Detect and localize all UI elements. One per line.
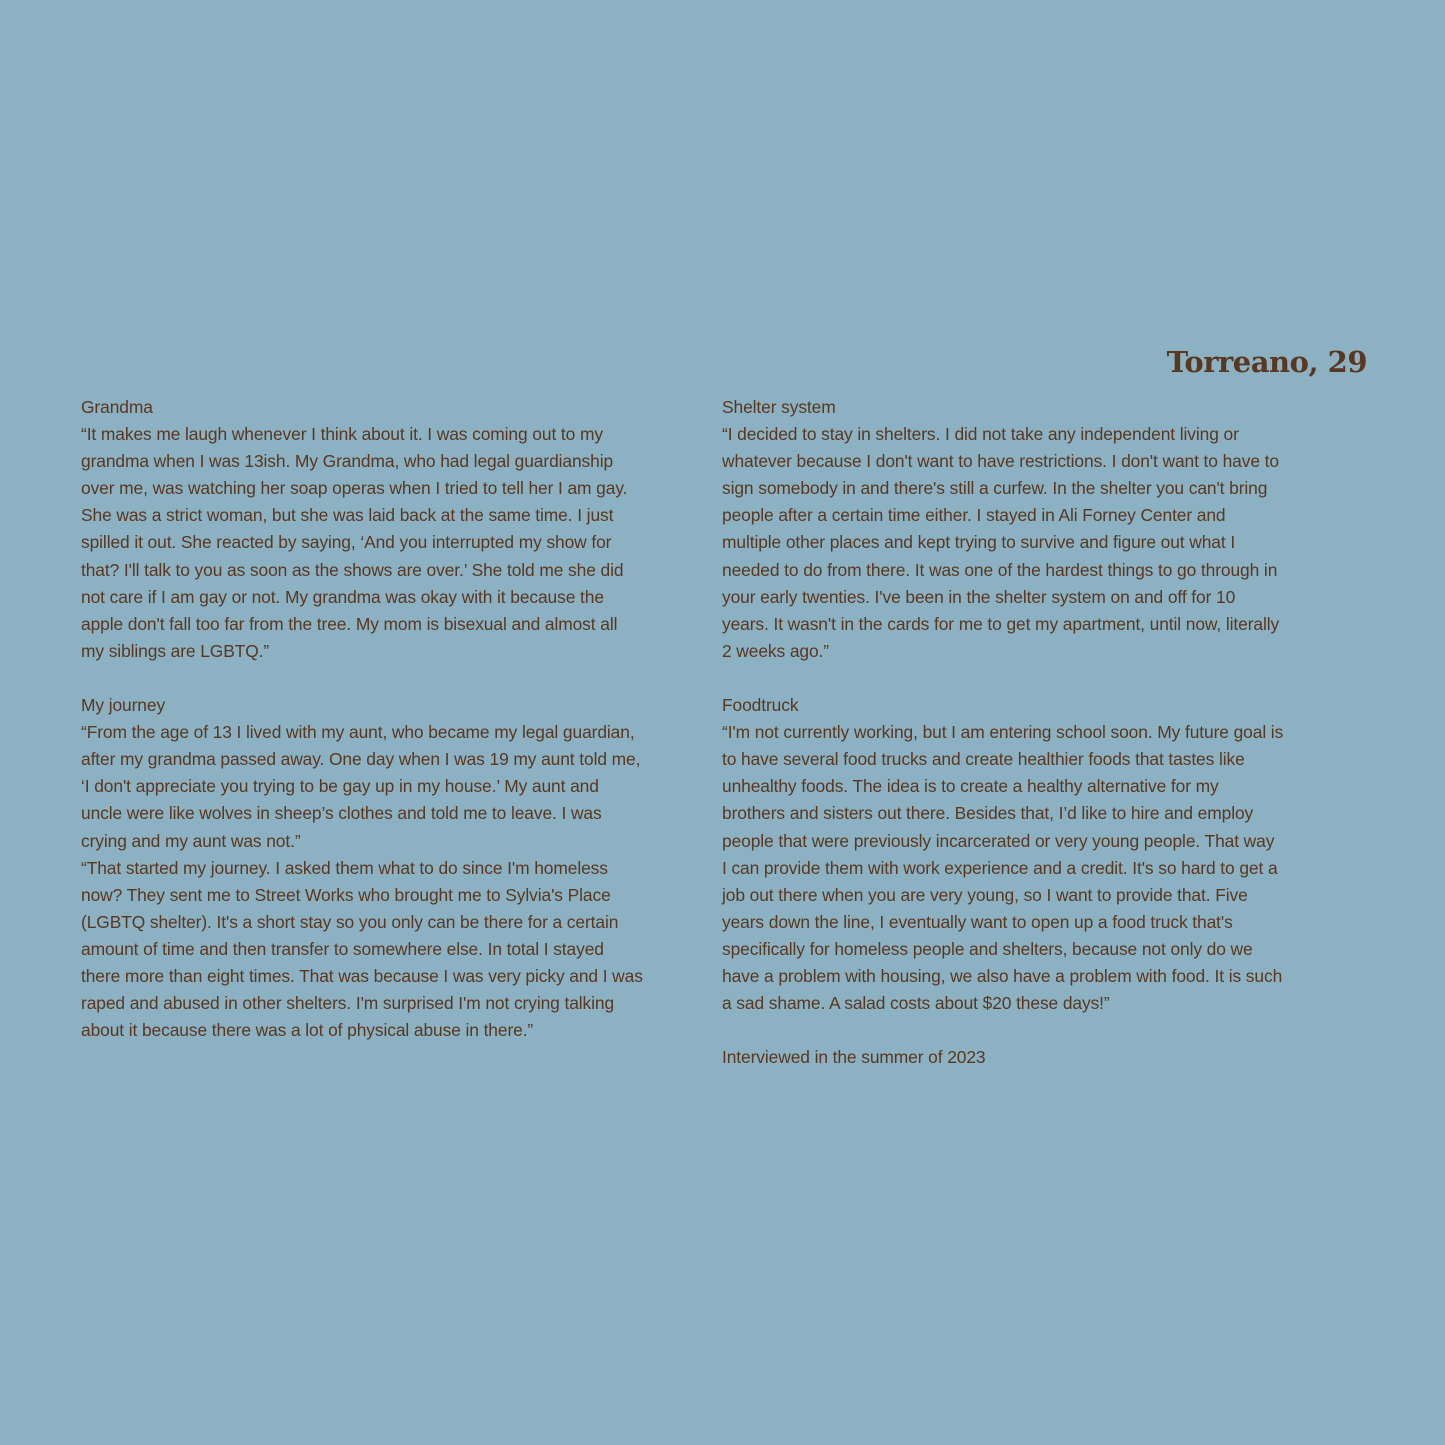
text-line: people after a certain time either. I stayed in Ali Forney Center and	[722, 505, 1226, 526]
text-line: needed to do from there. It was one of the hardest things to go through in	[722, 559, 1278, 580]
text-line: (LGBTQ shelter). It's a short stay so you only can be there for a certain	[81, 911, 619, 932]
text-line: She was a strict woman, but she was laid back at the same time. I just	[81, 505, 614, 526]
text-line: spilled it out. She reacted by saying, ‘And you interrupted my show for	[81, 532, 612, 553]
text-line: there more than eight times. That was because I was very picky and I was	[81, 965, 643, 986]
text-line: sign somebody in and there's still a curfew. In the shelter you can't bring	[722, 478, 1268, 499]
right-column	[722, 394, 1322, 1071]
text-line: “I decided to stay in shelters. I did not take any independent living or	[722, 424, 1239, 445]
text-line: your early twenties. I've been in the shelter system on and off for 10	[722, 586, 1236, 607]
text-line: multiple other places and kept trying to survive and figure out what I	[722, 532, 1236, 553]
section-heading: Shelter system	[722, 397, 836, 417]
text-line: brothers and sisters out there. Besides that, I’d like to hire and employ	[722, 803, 1254, 824]
left-column	[81, 394, 681, 1044]
text-line: a sad shame. A salad costs about $20 these days!”	[722, 993, 1110, 1014]
section-my-journey	[81, 692, 681, 1044]
text-line: not care if I am gay or not. My grandma was okay with it because the	[81, 586, 604, 607]
text-line: unhealthy foods. The idea is to create a healthy alternative for my	[722, 776, 1219, 797]
section-foodtruck	[722, 692, 1322, 1017]
text-line: years down the line, I eventually want to open up a food truck that's	[722, 911, 1233, 932]
section-heading: My journey	[81, 695, 166, 716]
text-line: grandma when I was 13ish. My Grandma, who had legal guardianship	[81, 451, 614, 472]
text-line: amount of time and then transfer to somewhere else. In total I stayed	[81, 938, 604, 959]
text-line: “It makes me laugh whenever I think about it. I was coming out to my	[81, 424, 603, 445]
text-line: “I'm not currently working, but I am entering school soon. My future goal is	[722, 722, 1284, 743]
text-line: to have several food trucks and create healthier foods that tastes like	[722, 749, 1245, 770]
text-line: job out there when you are very young, so I want to provide that. Five	[722, 884, 1248, 905]
text-line: I can provide them with work experience and a credit. It's so hard to get a	[722, 857, 1278, 878]
section-grandma	[81, 394, 681, 665]
section-heading: Foodtruck	[722, 695, 799, 716]
text-line: about it because there was a lot of physical abuse in there.”	[81, 1020, 534, 1041]
text-line: ‘I don't appreciate you trying to be gay up in my house.’ My aunt and	[81, 776, 599, 797]
paragraph-gap	[81, 665, 681, 692]
section-shelter-system	[722, 394, 1322, 665]
paragraph-gap	[722, 665, 1322, 692]
text-line: years. It wasn't in the cards for me to get my apartment, until now, literally	[722, 613, 1280, 634]
text-line: apple don't fall too far from the tree. My mom is bisexual and almost all	[81, 613, 618, 634]
text-line: have a problem with housing, we also have a problem with food. It is such	[722, 965, 1283, 986]
text-line: my siblings are LGBTQ.”	[81, 640, 270, 661]
section-heading: Grandma	[81, 397, 153, 417]
text-line: 2 weeks ago.”	[722, 640, 829, 661]
text-line: raped and abused in other shelters. I'm surprised I'm not crying talking	[81, 993, 615, 1014]
paragraph-gap	[722, 1017, 1322, 1044]
page-title: Torreano, 29	[1166, 345, 1367, 379]
text-line: after my grandma passed away. One day when I was 19 my aunt told me,	[81, 749, 641, 770]
text-line: “That started my journey. I asked them what to do since I'm homeless	[81, 857, 608, 878]
text-line: that? I'll talk to you as soon as the shows are over.’ She told me she did	[81, 559, 624, 580]
text-line: crying and my aunt was not.”	[81, 830, 301, 851]
interview-date-note: Interviewed in the summer of 2023	[722, 1047, 986, 1068]
text-line: specifically for homeless people and shelters, because not only do we	[722, 938, 1253, 959]
text-line: uncle were like wolves in sheep’s clothes and told me to leave. I was	[81, 803, 602, 824]
text-line: whatever because I don't want to have restrictions. I don't want to have to	[722, 451, 1279, 472]
text-line: people that were previously incarcerated or very young people. That way	[722, 830, 1275, 851]
text-line: now? They sent me to Street Works who brought me to Sylvia's Place	[81, 884, 611, 905]
text-line: over me, was watching her soap operas when I tried to tell her I am gay.	[81, 478, 628, 499]
text-line: “From the age of 13 I lived with my aunt, who became my legal guardian,	[81, 722, 635, 743]
